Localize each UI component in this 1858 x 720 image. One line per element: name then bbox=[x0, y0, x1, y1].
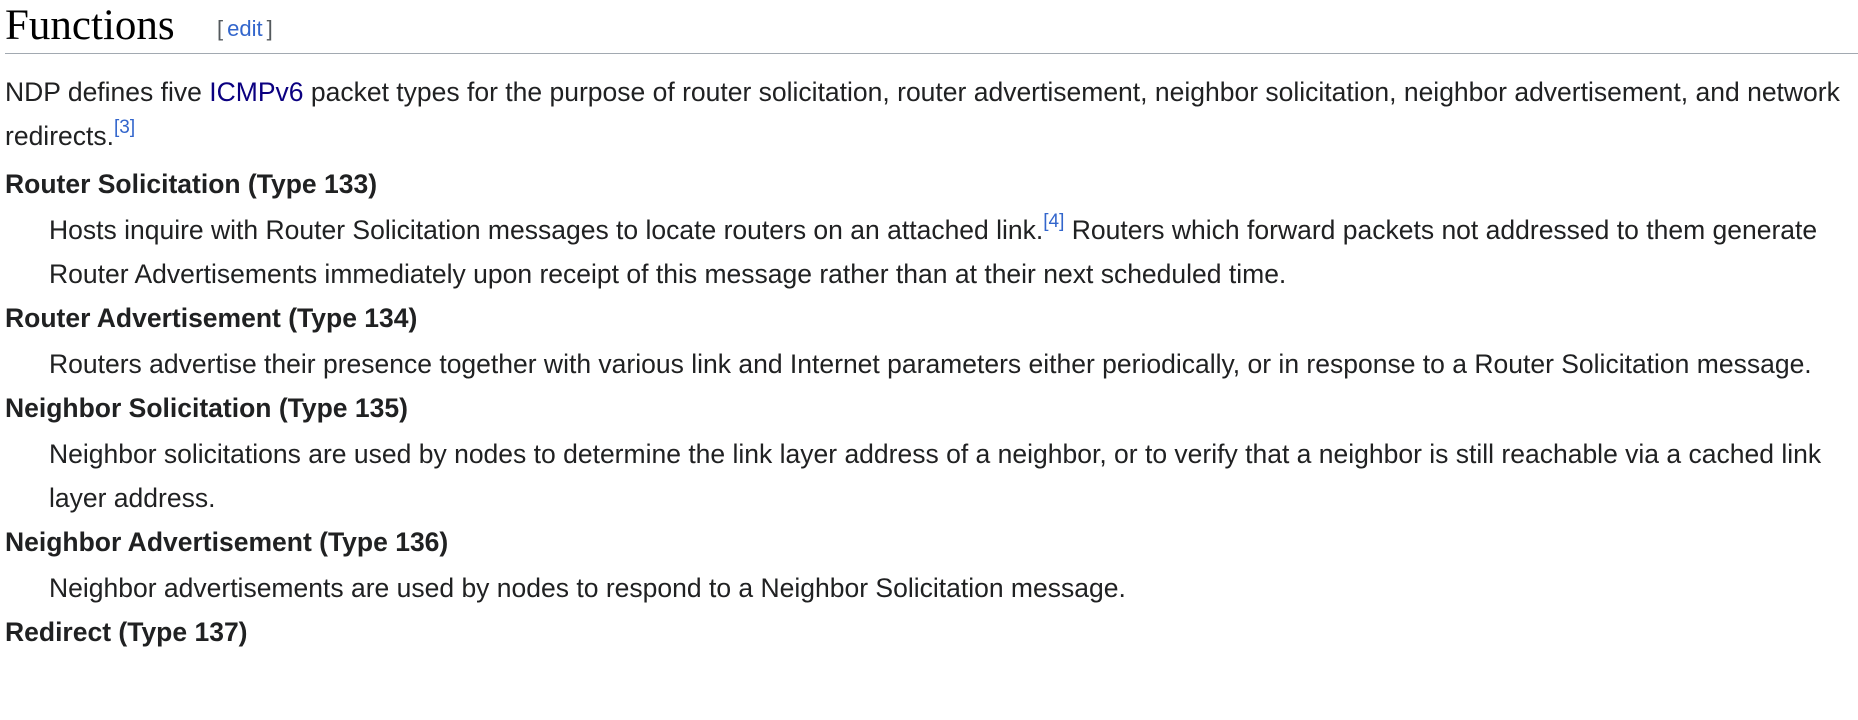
definition-text-before: Hosts inquire with Router Solicitation messages to locate routers on an attached link. bbox=[49, 215, 1044, 245]
edit-section bbox=[217, 16, 273, 42]
icmpv6-link[interactable]: ICMPv6 bbox=[209, 77, 304, 107]
definition-neighbor-advertisement: Neighbor advertisements are used by nodes to respond to a Neighbor Solicitation message. bbox=[49, 573, 1126, 603]
definition-router-advertisement: Routers advertise their presence together with various link and Internet parameters either periodically, or in response to a Router Solicitation message. bbox=[49, 349, 1812, 379]
definition-list bbox=[5, 162, 1858, 654]
section-heading bbox=[5, 0, 1858, 54]
reference-4 bbox=[1043, 211, 1064, 232]
definition-neighbor-solicitation: Neighbor solicitations are used by nodes to determine the link layer address of a neighbor, or to verify that a neighbor is still reachable via a cached link layer address. bbox=[49, 439, 1822, 513]
edit-link[interactable]: edit bbox=[227, 16, 263, 41]
article-content bbox=[5, 0, 1858, 654]
term-router-solicitation: Router Solicitation (Type 133) bbox=[5, 169, 378, 199]
term-redirect: Redirect (Type 137) bbox=[5, 617, 248, 647]
intro-text-after: packet types for the purpose of router solicitation, router advertisement, neighbor solicitation, neighbor advertisement, and network redirects. bbox=[5, 77, 1840, 151]
reference-4-link[interactable]: [4] bbox=[1043, 211, 1065, 233]
reference-3 bbox=[114, 117, 135, 138]
section-title: Functions bbox=[5, 2, 175, 49]
term-router-advertisement: Router Advertisement (Type 134) bbox=[5, 303, 418, 333]
edit-bracket-open: [ bbox=[217, 16, 224, 41]
term-neighbor-solicitation: Neighbor Solicitation (Type 135) bbox=[5, 393, 408, 423]
intro-paragraph bbox=[5, 70, 1855, 158]
definition-router-solicitation bbox=[49, 208, 1849, 296]
edit-bracket-close: ] bbox=[266, 16, 273, 41]
intro-text-before: NDP defines five bbox=[5, 77, 210, 107]
term-neighbor-advertisement: Neighbor Advertisement (Type 136) bbox=[5, 527, 449, 557]
definition-text-after: Routers which forward packets not addressed to them generate Router Advertisements immediately upon receipt of this message rather than at their next scheduled time. bbox=[49, 215, 1818, 289]
reference-3-link[interactable]: [3] bbox=[113, 117, 136, 139]
